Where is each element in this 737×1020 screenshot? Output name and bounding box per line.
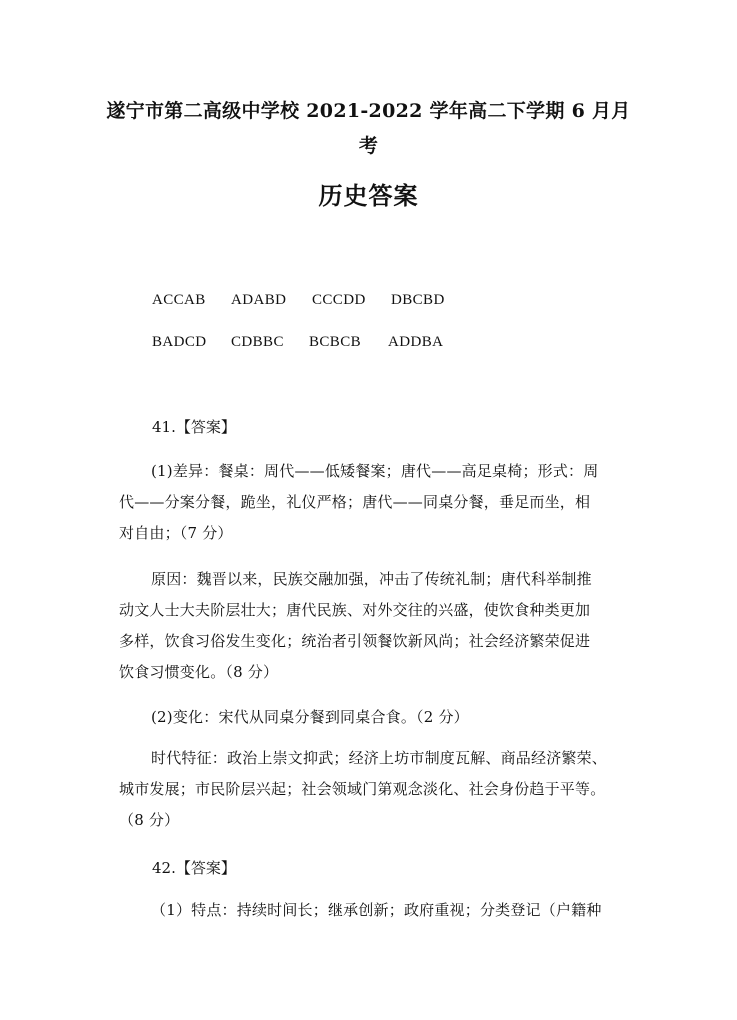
q41-reason-paragraph <box>119 564 619 688</box>
paragraph-line: (2)变化：宋代从同桌分餐到同桌合食。（2 分） <box>151 708 469 726</box>
answer-group: ADDBA <box>388 334 444 350</box>
paragraph-line: 城市发展；市民阶层兴起；社会领域门第观念淡化、社会身份趋于平等。 <box>119 780 606 798</box>
paragraph-line: 时代特征：政治上崇文抑武；经济上坊市制度瓦解、商品经济繁荣、 <box>151 749 608 767</box>
document-subtitle: 历史答案 <box>318 181 419 210</box>
paragraph-line: 动文人士大夫阶层壮大；唐代民族、对外交往的兴盛，使饮食种类更加 <box>119 601 591 619</box>
paragraph-line: 多样，饮食习俗发生变化；统治者引领餐饮新风尚；社会经济繁荣促进 <box>119 632 591 650</box>
q42-part1-paragraph <box>127 895 627 926</box>
paragraph-line: (1)差异：餐桌：周代——低矮餐案；唐代——高足桌椅；形式：周 <box>151 462 599 480</box>
paragraph-line: 原因：魏晋以来，民族交融加强，冲击了传统礼制；唐代科举制推 <box>151 570 592 588</box>
answer-group: ACCAB <box>152 292 206 308</box>
q41-part2-paragraph <box>119 702 619 733</box>
answer-group: BADCD <box>152 334 207 350</box>
q41-part1-paragraph <box>119 456 619 549</box>
q41-era-paragraph <box>119 743 619 836</box>
answer-group: ADABD <box>231 292 287 308</box>
paragraph-line: （1）特点：持续时间长；继承创新；政府重视；分类登记（户籍种 <box>151 901 602 919</box>
answer-group: BCBCB <box>309 334 362 350</box>
question-41-heading: 41.【答案】 <box>152 418 236 436</box>
answer-group: DBCBD <box>391 292 445 308</box>
question-42-heading: 42.【答案】 <box>152 859 236 877</box>
document-title-line-1: 遂宁市第二高级中学校 2021-2022 学年高二下学期 6 月月 <box>106 100 631 122</box>
answer-group: CCCDD <box>312 292 366 308</box>
paragraph-line: 饮食习惯变化。（8 分） <box>119 663 279 681</box>
paragraph-line: 对自由；（7 分） <box>119 524 233 542</box>
paragraph-line: 代——分案分餐，跪坐，礼仪严格；唐代——同桌分餐，垂足而坐，相 <box>119 493 591 511</box>
paragraph-line: （8 分） <box>119 811 180 829</box>
document-title-line-2: 考 <box>358 135 379 157</box>
answer-group: CDBBC <box>231 334 284 350</box>
